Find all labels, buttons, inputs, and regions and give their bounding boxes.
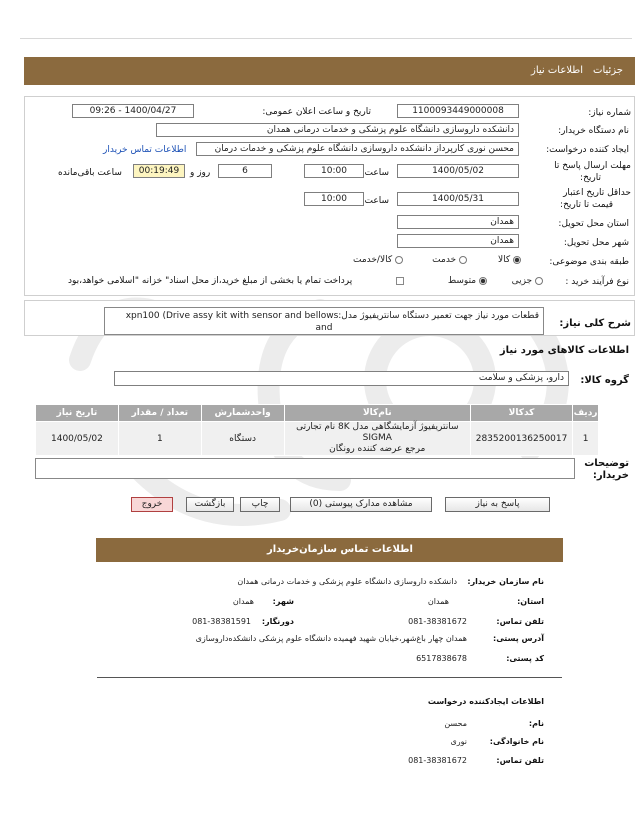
validity-label-2: قیمت تا تاریخ: [560, 200, 613, 210]
col-date: تاریخ نیاز [36, 405, 119, 422]
contact-header [96, 538, 563, 562]
buyer-org-field: دانشکده داروسازی دانشگاه علوم پزشکی و خدمات درمانی همدان [156, 123, 519, 137]
category-label: طبقه بندی موضوعی: [549, 257, 629, 267]
category-option-service[interactable]: خدمت [432, 255, 467, 265]
contact-postal-value: 6517838678 [416, 654, 467, 663]
process-label: نوع فرآیند خرید : [565, 277, 629, 287]
contact-title: اطلاعات تماس سازمان‌خریدار [266, 544, 413, 555]
row-qty: 1 [118, 422, 201, 456]
need-number-field: 1100093449000008 [397, 104, 519, 118]
contact-org-value: دانشکده داروسازی دانشگاه علوم پزشکی و خدمات درمانی همدان [237, 577, 457, 586]
description-text-line2: and [315, 323, 333, 333]
province-label: استان محل تحویل: [558, 219, 629, 229]
deadline-label-2: تاریخ: [580, 173, 601, 183]
goods-table-header [36, 405, 599, 422]
contact-fax-label: دورنگار: [261, 617, 294, 626]
deadline-label: مهلت ارسال پاسخ تا [554, 161, 631, 171]
city-label: شهر محل تحویل: [563, 238, 629, 248]
creator-phone-value: 081-38381672 [408, 756, 467, 765]
remaining-time-field: 00:19:49 [133, 164, 185, 178]
col-index: ردیف [573, 405, 599, 422]
contact-province-label: استان: [517, 597, 544, 606]
goods-table [35, 404, 599, 456]
row-name [284, 422, 470, 456]
radio-icon[interactable] [459, 256, 467, 264]
print-button[interactable]: چاپ [240, 497, 280, 512]
radio-selected-icon[interactable] [513, 256, 521, 264]
need-number-label: شماره نیاز: [588, 108, 631, 118]
treasury-payment-checkbox[interactable] [396, 276, 404, 286]
creator-family-value: نوری [450, 737, 467, 746]
announce-date-label: تاریخ و ساعت اعلان عمومی: [262, 107, 371, 117]
contact-fax-value: 081-38381591 [192, 617, 251, 626]
nav-details[interactable]: جزئیات [593, 65, 623, 76]
exit-button[interactable]: خروج [131, 497, 173, 512]
process-option-medium[interactable]: متوسط [448, 276, 487, 286]
category-option-both[interactable]: کالا/خدمت [353, 255, 403, 265]
col-qty: تعداد / مقدار [118, 405, 201, 422]
category-option-goods[interactable]: کالا [498, 255, 521, 265]
remaining-time-label: ساعت باقی‌مانده [58, 168, 122, 178]
contact-phone-label: تلفن تماس: [496, 617, 544, 626]
validity-label: حداقل تاریخ اعتبار [563, 188, 631, 198]
radio-icon[interactable] [535, 277, 543, 285]
top-divider [20, 38, 632, 39]
radio-icon[interactable] [395, 256, 403, 264]
reply-button[interactable]: پاسخ به نیاز [445, 497, 550, 512]
buyer-notes-box [35, 458, 575, 479]
goods-section-title: اطلاعات کالاهای مورد نیاز [499, 345, 629, 356]
header-nav [531, 65, 623, 76]
announce-date-field: 1400/04/27 - 09:26 [72, 104, 194, 118]
description-box [104, 307, 544, 335]
attachments-button[interactable]: مشاهده مدارک پیوستی (0) [290, 497, 432, 512]
creator-label: ایجاد کننده درخواست: [546, 145, 629, 155]
province-field: همدان [397, 215, 519, 229]
creator-info-title: اطلاعات ایجادکننده درخواست [427, 697, 544, 706]
row-code: 2835200136250017 [470, 422, 572, 456]
radio-selected-icon[interactable] [479, 277, 487, 285]
row-unit: دستگاه [201, 422, 284, 456]
page-header-bar [24, 57, 635, 85]
creator-family-label: نام خانوادگی: [489, 737, 544, 746]
row-date: 1400/05/02 [36, 422, 119, 456]
back-button[interactable]: بازگشت [186, 497, 234, 512]
contact-address-label: آدرس پستی: [493, 634, 544, 643]
description-text: قطعات مورد نیاز جهت تعمیر دستگاه سانتریفیوژ مدل:xpn100 (Drive assy kit with sensor and bellows [125, 311, 539, 321]
creator-name-value: محسن [444, 719, 467, 728]
validity-time-label: ساعت [364, 196, 389, 206]
creator-field: محسن نوری کارپرداز دانشکده داروسازی دانشگاه علوم پزشکی و خدمات درمان [196, 142, 519, 156]
goods-group-label: گروه کالا: [580, 375, 629, 386]
table-row [36, 422, 599, 456]
checkbox-icon[interactable] [396, 277, 404, 285]
validity-time-field: 10:00 [304, 192, 364, 206]
creator-name-label: نام: [528, 719, 544, 728]
contact-org-label: نام سازمان خریدار: [467, 577, 544, 586]
contact-city-label: شهر: [272, 597, 294, 606]
nav-need-info[interactable]: اطلاعات نیاز [531, 65, 584, 76]
col-code: کدکالا [470, 405, 572, 422]
buyer-notes-label: توضیحات خریدار: [584, 458, 629, 481]
contact-divider [97, 677, 562, 678]
process-option-minor[interactable]: جزیی [512, 276, 543, 286]
col-name: نام‌کالا [284, 405, 470, 422]
deadline-time-field: 10:00 [304, 164, 364, 178]
city-field: همدان [397, 234, 519, 248]
creator-phone-label: تلفن تماس: [496, 756, 544, 765]
contact-address-value: همدان چهار باغ‌شهر،خیابان شهید فهمیده دانشگاه علوم پزشکی دانشکده‌داروسازی [195, 634, 467, 643]
row-name-line2: مرجع عرضه کننده رونگان [329, 444, 426, 454]
deadline-time-label: ساعت [364, 168, 389, 178]
buyer-contact-link[interactable]: اطلاعات تماس خریدار [103, 145, 187, 155]
goods-group-field: دارو، پزشکی و سلامت [114, 371, 569, 386]
contact-city-value: همدان [232, 597, 254, 606]
buyer-org-label: نام دستگاه خریدار: [558, 126, 629, 136]
treasury-payment-note: پرداخت تمام یا بخشی از مبلغ خرید،از محل اسناد" خزانه "اسلامی خواهد،بود [68, 276, 353, 286]
row-index: 1 [573, 422, 599, 456]
contact-phone-value: 081-38381672 [408, 617, 467, 626]
deadline-date-field: 1400/05/02 [397, 164, 519, 178]
row-name-line1: سانتریفیوژ آزمایشگاهی مدل 8K نام تجارتی SIGMA [296, 422, 459, 443]
contact-postal-label: کد پستی: [506, 654, 544, 663]
remaining-days-field: 6 [218, 164, 272, 178]
validity-date-field: 1400/05/31 [397, 192, 519, 206]
contact-province-value: همدان [427, 597, 449, 606]
col-unit: واحدشمارش [201, 405, 284, 422]
description-label: شرح کلی نیاز: [559, 318, 631, 329]
remaining-days-label: روز و [190, 168, 211, 178]
